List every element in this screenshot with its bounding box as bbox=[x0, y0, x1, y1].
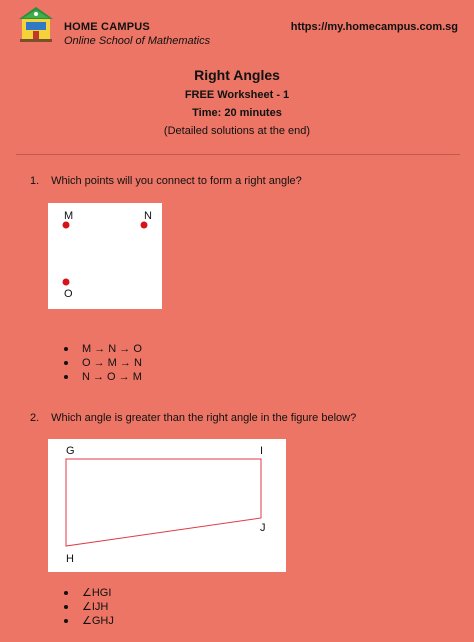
option-item[interactable] bbox=[64, 356, 142, 370]
option-label: ∠GHJ bbox=[82, 615, 114, 627]
quadrilateral-ghji bbox=[66, 459, 261, 546]
worksheet-subtitle: FREE Worksheet - 1 bbox=[184, 89, 290, 101]
question-2-figure bbox=[48, 439, 286, 572]
vertex-label-h: H bbox=[66, 553, 74, 565]
bullet-icon bbox=[64, 375, 68, 379]
site-url-link[interactable]: https://my.homecampus.com.sg bbox=[290, 21, 458, 33]
vertex-label-g: G bbox=[66, 445, 75, 457]
bullet-icon bbox=[64, 591, 68, 595]
section-divider bbox=[16, 154, 460, 155]
worksheet-note: (Detailed solutions at the end) bbox=[163, 125, 311, 137]
brand-name: HOME CAMPUS bbox=[64, 21, 150, 33]
option-label: ∠HGI bbox=[82, 587, 112, 599]
bullet-icon bbox=[64, 361, 68, 365]
point-label-n: N bbox=[144, 210, 152, 222]
point-m bbox=[63, 222, 70, 229]
school-house-logo-icon bbox=[16, 5, 56, 45]
question-1 bbox=[30, 175, 302, 187]
question-2 bbox=[30, 412, 356, 424]
question-2-options bbox=[64, 586, 114, 628]
option-item[interactable] bbox=[64, 600, 114, 614]
option-label: N → O → M bbox=[82, 371, 142, 383]
question-text: Which angle is greater than the right angle in the figure below? bbox=[51, 412, 357, 424]
option-item[interactable] bbox=[64, 342, 142, 356]
option-item[interactable] bbox=[64, 586, 114, 600]
question-number: 1. bbox=[30, 175, 40, 187]
question-1-figure bbox=[48, 203, 162, 309]
page-header bbox=[0, 0, 474, 56]
option-item[interactable] bbox=[64, 370, 142, 384]
option-label: ∠IJH bbox=[82, 601, 109, 613]
question-number: 2. bbox=[30, 412, 40, 424]
worksheet-title: Right Angles bbox=[194, 67, 280, 83]
bullet-icon bbox=[64, 619, 68, 623]
brand-tagline: Online School of Mathematics bbox=[64, 35, 211, 47]
option-item[interactable] bbox=[64, 614, 114, 628]
point-n bbox=[141, 222, 148, 229]
vertex-label-j: J bbox=[260, 522, 266, 534]
question-text: Which points will you connect to form a right angle? bbox=[51, 175, 302, 187]
worksheet-title-block bbox=[0, 66, 474, 142]
question-1-options bbox=[64, 342, 142, 384]
option-label: O → M → N bbox=[82, 357, 142, 369]
point-o bbox=[63, 279, 70, 286]
option-label: M → N → O bbox=[82, 343, 142, 355]
worksheet-time: Time: 20 minutes bbox=[192, 107, 282, 119]
vertex-label-i: I bbox=[260, 445, 264, 457]
bullet-icon bbox=[64, 347, 68, 351]
bullet-icon bbox=[64, 605, 68, 609]
point-label-o: O bbox=[64, 288, 73, 300]
point-label-m: M bbox=[64, 210, 74, 222]
